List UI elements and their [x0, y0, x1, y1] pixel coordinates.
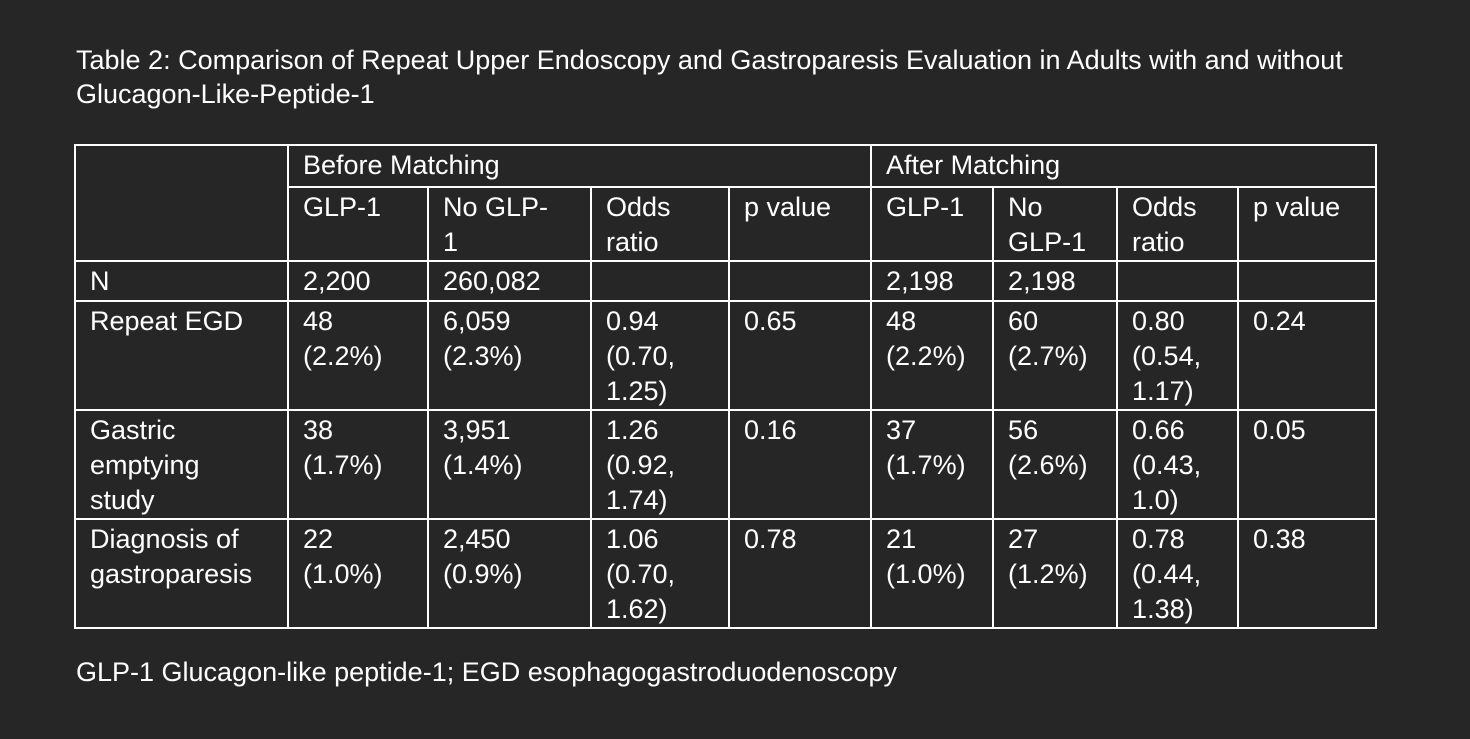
table-cell: 0.78 (0.44, 1.38) — [1117, 519, 1238, 628]
column-header: No GLP- 1 — [428, 187, 591, 261]
group-header-after: After Matching — [871, 145, 1376, 187]
column-header: Odds ratio — [1117, 187, 1238, 261]
table-cell: 0.24 — [1238, 301, 1376, 410]
row-label: Diagnosis of gastroparesis — [75, 519, 288, 628]
table-cell: 22 (1.0%) — [288, 519, 428, 628]
table-cell: 6,059 (2.3%) — [428, 301, 591, 410]
table-cell: 2,198 — [993, 261, 1117, 301]
table-cell: 2,198 — [871, 261, 993, 301]
table-cell: 48 (2.2%) — [871, 301, 993, 410]
table-row — [75, 301, 1376, 410]
table-cell: 0.94 (0.70, 1.25) — [591, 301, 729, 410]
group-header-row — [75, 145, 1376, 187]
table-row — [75, 410, 1376, 519]
row-label: Gastric emptying study — [75, 410, 288, 519]
table-cell: 0.16 — [729, 410, 871, 519]
table-footnote: GLP-1 Glucagon-like peptide-1; EGD esophagogastroduodenoscopy — [76, 657, 898, 687]
table-cell: 21 (1.0%) — [871, 519, 993, 628]
row-label: N — [75, 261, 288, 301]
group-header-before: Before Matching — [288, 145, 871, 187]
table-cell: 48 (2.2%) — [288, 301, 428, 410]
table-cell: 37 (1.7%) — [871, 410, 993, 519]
table-title: Table 2: Comparison of Repeat Upper Endoscopy and Gastroparesis Evaluation in Adults with and without Glucagon-Like-Peptide-1 — [76, 45, 1343, 109]
results-table — [74, 144, 1377, 629]
column-header: Odds ratio — [591, 187, 729, 261]
table-cell: 0.78 — [729, 519, 871, 628]
table-row — [75, 519, 1376, 628]
table-cell — [1117, 261, 1238, 301]
table-cell: 1.26 (0.92, 1.74) — [591, 410, 729, 519]
column-header: GLP-1 — [871, 187, 993, 261]
table-cell: 3,951 (1.4%) — [428, 410, 591, 519]
column-header: p value — [1238, 187, 1376, 261]
table-cell: 1.06 (0.70, 1.62) — [591, 519, 729, 628]
table-cell: 2,200 — [288, 261, 428, 301]
corner-cell — [75, 145, 288, 261]
column-header: No GLP-1 — [993, 187, 1117, 261]
table-cell — [729, 261, 871, 301]
table-cell: 2,450 (0.9%) — [428, 519, 591, 628]
table-cell: 0.38 — [1238, 519, 1376, 628]
table-row — [75, 261, 1376, 301]
column-header: p value — [729, 187, 871, 261]
table-cell: 0.80 (0.54, 1.17) — [1117, 301, 1238, 410]
table-cell: 27 (1.2%) — [993, 519, 1117, 628]
table-cell: 0.66 (0.43, 1.0) — [1117, 410, 1238, 519]
table-cell: 260,082 — [428, 261, 591, 301]
table-cell: 0.05 — [1238, 410, 1376, 519]
table-cell: 0.65 — [729, 301, 871, 410]
table-cell: 38 (1.7%) — [288, 410, 428, 519]
table-cell — [1238, 261, 1376, 301]
table-cell: 56 (2.6%) — [993, 410, 1117, 519]
table-cell: 60 (2.7%) — [993, 301, 1117, 410]
column-header: GLP-1 — [288, 187, 428, 261]
row-label: Repeat EGD — [75, 301, 288, 410]
table-cell — [591, 261, 729, 301]
